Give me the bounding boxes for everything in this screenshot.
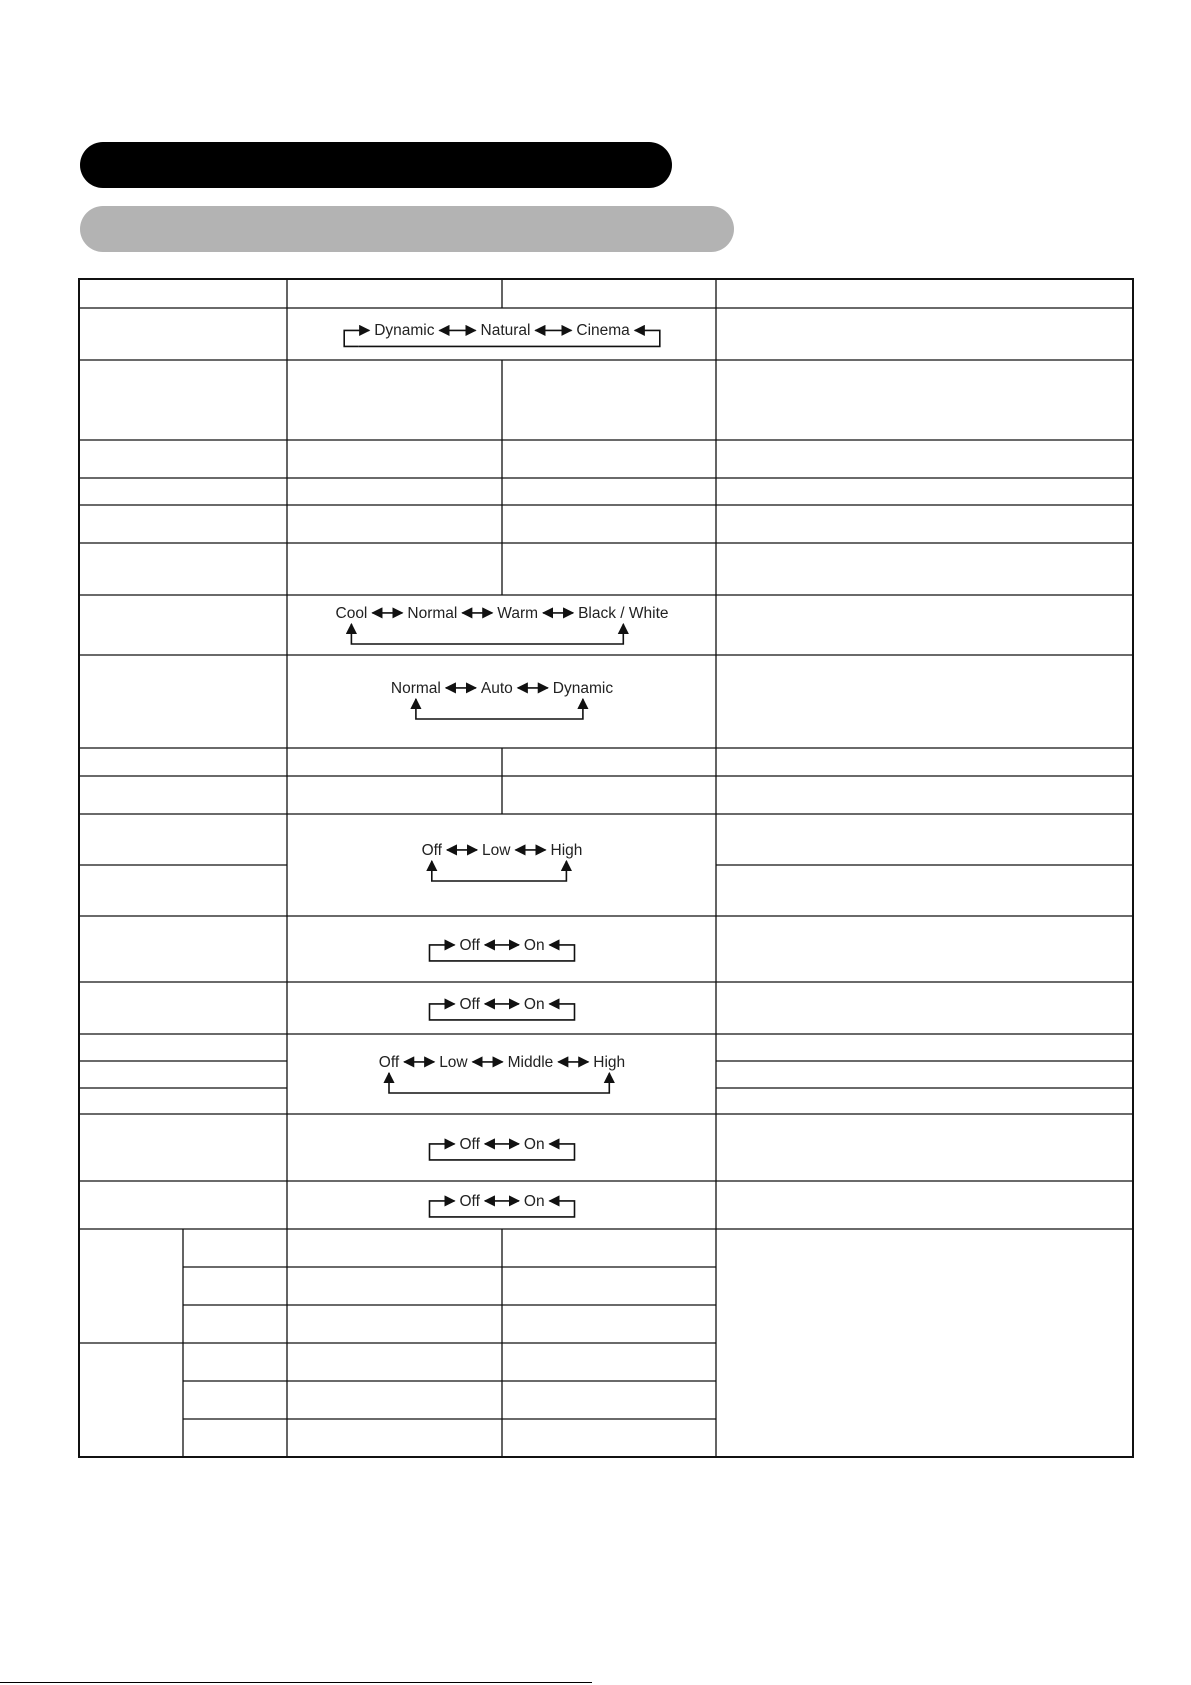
cycle-option: Normal: [407, 605, 458, 622]
wrap-arrow-icon: [430, 1004, 455, 1020]
cycle-option: Low: [482, 842, 511, 859]
setting-cycle-off-on: [430, 996, 575, 1020]
cycle-option: Black / White: [578, 605, 669, 622]
cycle-option: Low: [439, 1054, 468, 1071]
cycle-option: Off: [459, 996, 480, 1013]
setting-cycle-off-on: [430, 1136, 575, 1160]
setting-cycle-off-on: [430, 937, 575, 961]
cycle-option: Normal: [390, 680, 441, 697]
cycle-option: Warm: [497, 605, 539, 622]
cycle-option: On: [523, 996, 545, 1013]
footer-rule: [0, 1682, 592, 1683]
loop-arrow-icon: [389, 1073, 609, 1093]
cycle-option: High: [550, 842, 583, 859]
loop-arrow-icon: [432, 861, 567, 881]
cycle-option: Dynamic: [374, 322, 435, 339]
cycle-option: Middle: [507, 1054, 554, 1071]
loop-arrow-icon: [416, 699, 583, 719]
setting-cycle-off-low-middle-high: [379, 1054, 625, 1093]
loop-arrow-icon: [351, 624, 623, 644]
cycle-option: Off: [459, 1193, 480, 1210]
cycle-option: Cool: [335, 605, 368, 622]
cycle-option: Off: [459, 1136, 480, 1153]
setting-cycle-black-level: [391, 680, 613, 719]
cycle-option: On: [523, 1136, 545, 1153]
wrap-arrow-icon: [430, 945, 455, 961]
cycle-option: Dynamic: [552, 680, 614, 697]
wrap-arrow-icon: [430, 1144, 455, 1160]
cycle-option: Natural: [480, 322, 531, 339]
wrap-arrow-icon: [344, 330, 369, 346]
cycle-option: On: [523, 937, 545, 954]
cycle-option: Off: [459, 937, 480, 954]
cycle-option: Auto: [480, 680, 513, 697]
cycle-option: High: [593, 1054, 626, 1071]
setting-cycle-off-low-high: [422, 842, 583, 881]
cycle-option: Off: [378, 1054, 400, 1071]
setting-cycle-off-on: [430, 1193, 575, 1217]
wrap-arrow-icon: [430, 1201, 455, 1217]
table-border: [79, 279, 1133, 1457]
cycle-option: Off: [421, 842, 442, 859]
setting-cycle-picture-mode: [344, 322, 660, 346]
cycle-option: Cinema: [576, 322, 630, 339]
setting-cycle-color-temperature: [336, 605, 669, 644]
cycle-option: On: [523, 1193, 545, 1210]
table-grid: [79, 279, 1133, 1457]
